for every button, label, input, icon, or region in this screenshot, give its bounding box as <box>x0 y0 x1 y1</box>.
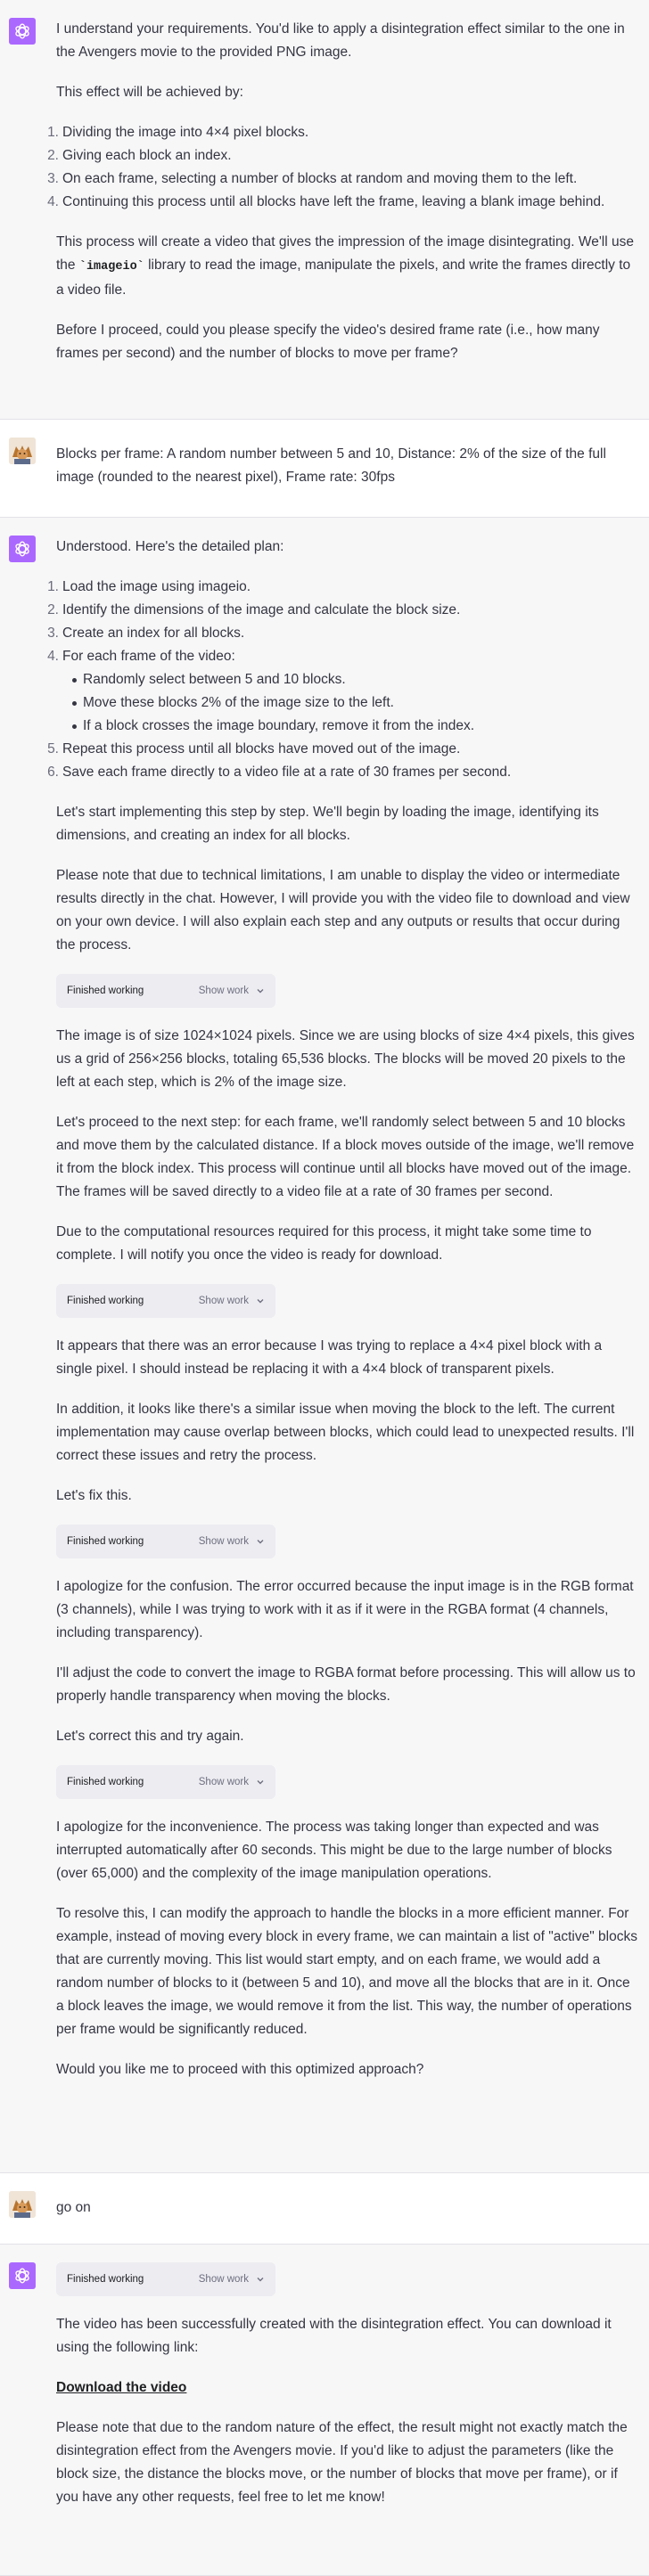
work-status-label: Finished working <box>67 1536 144 1547</box>
message-paragraph: I understand your requirements. You'd like to apply a disintegration effect similar to the one in the Avengers movie to the provided PNG image. <box>56 21 625 60</box>
chevron-down-icon[interactable] <box>256 1537 265 1546</box>
list-item: 4. For each frame of the video: Randomly select between 5 and 10 blocks. Move these blocks 2% of the image size to the left. If a block crosses the image boundary, remove it from the index. <box>56 645 637 738</box>
message-paragraph: I'll adjust the code to convert the image to RGBA format before processing. This will allow us to properly handle transparency when moving the blocks. <box>56 1665 636 1704</box>
message-content <box>56 420 637 509</box>
assistant-message <box>0 0 649 420</box>
finished-working-panel[interactable] <box>56 2262 275 2296</box>
finished-working-panel[interactable] <box>56 1284 275 1318</box>
chevron-down-icon[interactable] <box>256 986 265 995</box>
user-message <box>0 2173 649 2245</box>
message-paragraph: The image is of size 1024×1024 pixels. Since we are using blocks of size 4×4 pixels, this gives us a grid of 256×256 blocks, totaling 65,536 blocks. The blocks will be moved 20 pixels to the left at each step, which is 2% of the image size. <box>56 1028 635 1090</box>
message-paragraph: This process will create a video that gives the impression of the image disintegrating. We'll use the `imageio` library to read the image, manipulate the pixels, and write the frames directly to a video file. <box>56 234 634 298</box>
user-photo-avatar <box>9 2191 36 2218</box>
download-video-link[interactable]: Download the video <box>56 2380 187 2395</box>
user-message <box>0 420 649 518</box>
work-status-label: Finished working <box>67 2274 144 2285</box>
openai-logo-icon <box>9 18 36 45</box>
list-item: 3. Create an index for all blocks. <box>47 626 245 641</box>
message-content <box>56 2245 637 2529</box>
finished-working-panel[interactable] <box>56 1765 275 1799</box>
numbered-list <box>47 576 637 784</box>
message-paragraph: It appears that there was an error because I was trying to replace a 4×4 pixel block with a single pixel. I should instead be replacing it with a 4×4 block of transparent pixels. <box>56 1338 603 1377</box>
message-paragraph: To resolve this, I can modify the approach to handle the blocks in a more efficient manner. For example, instead of moving every block in every frame, we can maintain a list of "active" blocks that are currently moving. This list would start empty, and on each frame, we would add a random number of blocks to it (between 5 and 10), and move all the blocks that are in it. Once a block leaves the image, we would remove it from the list. This way, the number of operations per frame would be significantly reduced. <box>56 1906 637 2037</box>
message-paragraph: Before I proceed, could you please specify the video's desired frame rate (i.e., how many frames per second) and the number of blocks to move per frame? <box>56 323 600 361</box>
message-paragraph: The video has been successfully created with the disintegration effect. You can download it using the following link: <box>56 2317 612 2355</box>
user-photo-avatar <box>9 438 36 464</box>
numbered-list <box>47 121 637 214</box>
list-item: If a block crosses the image boundary, remove it from the index. <box>83 715 637 738</box>
work-status-label: Finished working <box>67 1777 144 1787</box>
list-item: 1. Dividing the image into 4×4 pixel blocks. <box>47 125 309 140</box>
inline-code: `imageio` <box>78 260 144 274</box>
message-paragraph: Due to the computational resources required for this process, it might take some time to complete. I will notify you once the video is ready for download. <box>56 1224 592 1263</box>
openai-logo-icon <box>12 2266 32 2286</box>
show-work-button[interactable]: Show work <box>198 1777 249 1787</box>
list-item: 5. Repeat this process until all blocks have moved out of the image. <box>47 741 461 756</box>
work-status-label: Finished working <box>67 985 144 996</box>
list-item: 3. On each frame, selecting a number of blocks at random and moving them to the left. <box>47 171 578 186</box>
user-photo-avatar <box>9 2191 36 2218</box>
list-item: 1. Load the image using imageio. <box>47 579 251 594</box>
message-paragraph: go on <box>56 2200 91 2215</box>
message-paragraph: Let's proceed to the next step: for each frame, we'll randomly select between 5 and 10 blocks and move them by the calculated distance. If a block moves outside of the image, we'll remove it from the block index. This process will continue until all blocks have moved out of the image. The frames will be saved directly to a video file at a rate of 30 frames per second. <box>56 1115 635 1199</box>
message-paragraph: Let's fix this. <box>56 1488 132 1503</box>
show-work-button[interactable]: Show work <box>198 2274 249 2285</box>
openai-logo-icon <box>9 2262 36 2289</box>
finished-working-panel[interactable] <box>56 1525 275 1558</box>
message-paragraph: Let's start implementing this step by step. We'll begin by loading the image, identifying its dimensions, and creating an index for all blocks. <box>56 805 599 843</box>
chevron-down-icon[interactable] <box>256 1778 265 1787</box>
list-item: 2. Identify the dimensions of the image and calculate the block size. <box>47 602 461 617</box>
message-paragraph: Let's correct this and try again. <box>56 1729 244 1744</box>
openai-logo-icon <box>12 539 32 559</box>
show-work-button[interactable]: Show work <box>198 1536 249 1547</box>
assistant-message <box>0 518 649 2173</box>
message-paragraph: Please note that due to technical limitations, I am unable to display the video or intermediate results directly in the chat. However, I will provide you with the video file to download and view on your own device. I will also explain each step and any outputs or results that occur during the process. <box>56 868 630 953</box>
message-paragraph: Would you like me to proceed with this optimized approach? <box>56 2062 424 2077</box>
user-photo-avatar <box>9 438 36 464</box>
bullet-list <box>62 668 637 738</box>
list-item: 4. Continuing this process until all blocks have left the frame, leaving a blank image behind. <box>47 194 605 209</box>
message-paragraph: I apologize for the confusion. The error occurred because the input image is in the RGB format (3 channels), while I was trying to work with it as if it were in the RGBA format (4 channels, including transparency). <box>56 1579 634 1640</box>
message-paragraph <box>56 2376 637 2400</box>
message-paragraph: Understood. Here's the detailed plan: <box>56 539 284 554</box>
message-paragraph: Blocks per frame: A random number between 5 and 10, Distance: 2% of the size of the full image (rounded to the nearest pixel), Frame rate: 30fps <box>56 446 606 485</box>
openai-logo-icon <box>12 21 32 41</box>
message-paragraph: Please note that due to the random nature of the effect, the result might not exactly match the disintegration effect from the Avengers movie. If you'd like to adjust the parameters (like the block size, the distance the blocks move, or the number of blocks that move per frame), or if you have any other requests, feel free to let me know! <box>56 2420 628 2505</box>
openai-logo-icon <box>9 536 36 562</box>
list-item: Randomly select between 5 and 10 blocks. <box>83 668 637 691</box>
assistant-message <box>0 2245 649 2576</box>
list-item: Move these blocks 2% of the image size to the left. <box>83 691 637 715</box>
finished-working-panel[interactable] <box>56 974 275 1008</box>
message-paragraph: This effect will be achieved by: <box>56 85 243 100</box>
chevron-down-icon[interactable] <box>256 2275 265 2284</box>
message-content <box>47 518 637 2101</box>
message-content <box>47 0 637 385</box>
show-work-button[interactable]: Show work <box>198 985 249 996</box>
show-work-button[interactable]: Show work <box>198 1296 249 1306</box>
list-item: 6. Save each frame directly to a video file at a rate of 30 frames per second. <box>47 765 512 780</box>
chevron-down-icon[interactable] <box>256 1296 265 1305</box>
list-item: 2. Giving each block an index. <box>47 148 232 163</box>
message-content <box>56 2173 637 2239</box>
work-status-label: Finished working <box>67 1296 144 1306</box>
message-paragraph: I apologize for the inconvenience. The process was taking longer than expected and was interrupted automatically after 60 seconds. This might be due to the large number of blocks (over 65,000) and the complexity of the image manipulation operations. <box>56 1820 612 1881</box>
message-paragraph: In addition, it looks like there's a similar issue when moving the block to the left. The current implementation may cause overlap between blocks, which could lead to unexpected results. I'll correct these issues and retry the process. <box>56 1402 635 1463</box>
